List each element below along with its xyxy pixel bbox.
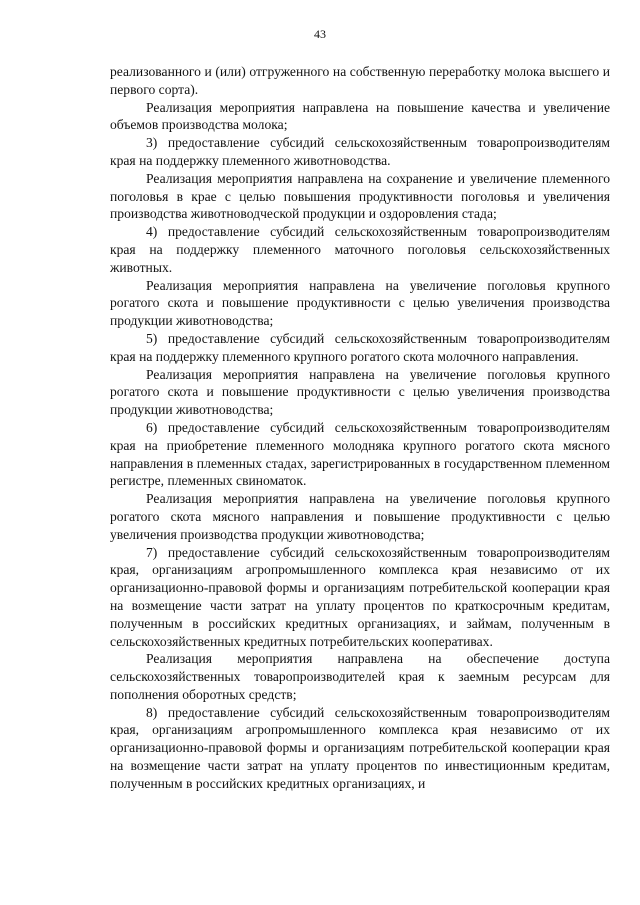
paragraph-7: 5) предоставление субсидий сельскохозяйственным товаропроизводителям края на поддержку племенного крупного рогатого скота молочного направления.: [110, 330, 610, 364]
paragraph-2: Реализация мероприятия направлена на повышение качества и увеличение объемов производства молока;: [110, 99, 610, 133]
paragraph-8: Реализация мероприятия направлена на увеличение поголовья крупного рогатого скота и повышение продуктивности с целью увеличения производства продукции животноводства;: [110, 366, 610, 418]
paragraph-6: Реализация мероприятия направлена на увеличение поголовья крупного рогатого скота и повышение продуктивности с целью увеличения производства продукции животноводства;: [110, 277, 610, 329]
document-body: [110, 63, 610, 793]
paragraph-13: 8) предоставление субсидий сельскохозяйственным товаропроизводителям края, организациям агропромышленного комплекса края независимо от их организационно-правовой формы и организациям потребительской кооперации края на возмещение части затрат на уплату процентов по инвестиционным кредитам, полученным в российских кредитных организациях, и: [110, 704, 610, 791]
paragraph-1: реализованного и (или) отгруженного на собственную переработку молока высшего и первого сорта).: [110, 64, 610, 97]
paragraph-12: Реализация мероприятия направлена на обеспечение доступа сельскохозяйственных товаропроизводителей края к заемным ресурсам для пополнения оборотных средств;: [110, 651, 610, 702]
paragraph-3: 3) предоставление субсидий сельскохозяйственным товаропроизводителям края на поддержку племенного животноводства.: [110, 135, 610, 168]
paragraph-4: Реализация мероприятия направлена на сохранение и увеличение племенного поголовья в крае с целью повышения продуктивности поголовья и увеличения производства животноводческой продукции и оздоровления стада;: [110, 170, 610, 222]
paragraph-9: 6) предоставление субсидий сельскохозяйственным товаропроизводителям края на приобретение племенного молодняка крупного рогатого скота мясного направления в племенных стадах, зарегистрированных в государственном племенном регистре, племенных свиноматок.: [110, 419, 610, 489]
paragraph-10: Реализация мероприятия направлена на увеличение поголовья крупного рогатого скота мясного направления и повышение продуктивности с целью увеличения производства продукции животноводства;: [110, 491, 610, 542]
page-number: 43: [314, 27, 326, 41]
paragraph-5: 4) предоставление субсидий сельскохозяйственным товаропроизводителям края на поддержку племенного маточного поголовья сельскохозяйственных животных.: [110, 224, 610, 275]
paragraph-11: 7) предоставление субсидий сельскохозяйственным товаропроизводителям края, организациям агропромышленного комплекса края независимо от их организационно-правовой формы и организациям потребительской кооперации края на возмещение части затрат на уплату процентов по краткосрочным кредитам, полученным в российских кредитных организациях, и займам, полученным в сельскохозяйственных кредитных потребительских кооперативах.: [110, 544, 610, 649]
